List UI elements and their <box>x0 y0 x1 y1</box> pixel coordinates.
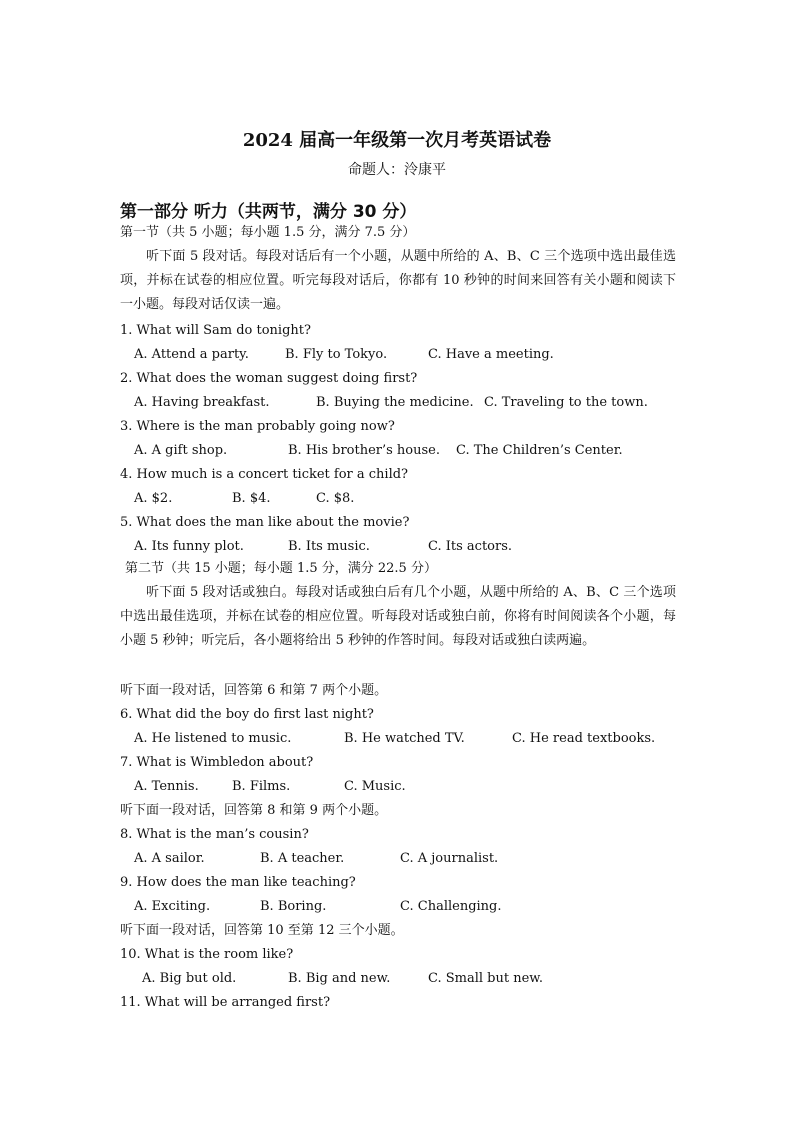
q3-option-a: A. A gift shop. <box>134 443 228 458</box>
q8-option-a: A. A sailor. <box>134 851 205 866</box>
question-1: 1. What will Sam do tonight? <box>120 323 311 338</box>
question-4: 4. How much is a concert ticket for a child? <box>120 467 409 482</box>
q5-option-c: C. Its actors. <box>428 539 513 554</box>
q5-option-a: A. Its funny plot. <box>134 539 244 554</box>
q8-option-c: C. A journalist. <box>400 851 499 866</box>
q3-option-b: B. His brother’s house. <box>288 443 440 458</box>
q6-option-a: A. He listened to music. <box>134 731 292 746</box>
dialog-note-8-9: 听下面一段对话，回答第 8 和第 9 两个小题。 <box>120 803 388 818</box>
question-6: 6. What did the boy do first last night? <box>120 707 374 722</box>
exam-author: 命题人：泠康平 <box>348 162 446 178</box>
q9-option-b: B. Boring. <box>260 899 327 914</box>
q4-option-c: C. $8. <box>316 491 355 506</box>
q6-option-b: B. He watched TV. <box>344 731 465 746</box>
q4-option-a: A. $2. <box>134 491 173 506</box>
q2-option-b: B. Buying the medicine. <box>316 395 474 410</box>
dialog-note-6-7: 听下面一段对话，回答第 6 和第 7 两个小题。 <box>120 683 388 698</box>
q7-option-c: C. Music. <box>344 779 406 794</box>
section2-instructions: 听下面 5 段对话或独白。每段对话或独白后有几个小题，从题中所给的 A、B、C 三个选项中选出最佳选项，并标在试卷的相应位置。听每段对话或独白前，你将有时间阅读各个小题，每小题 5 秒钟；听完后，各小题将给出 5 秒钟的作答时间。每段对话或独白读两遍。 <box>120 585 676 648</box>
exam-title: 2024 届高一年级第一次月考英语试卷 <box>242 130 552 151</box>
section2-heading: 第二节（共 15 小题；每小题 1.5 分，满分 22.5 分） <box>125 561 437 576</box>
q3-option-c: C. The Children’s Center. <box>456 443 623 458</box>
question-11: 11. What will be arranged first? <box>120 995 331 1010</box>
q1-option-b: B. Fly to Tokyo. <box>285 347 388 362</box>
section1-instructions: 听下面 5 段对话。每段对话后有一个小题，从题中所给的 A、B、C 三个选项中选出最佳选项，并标在试卷的相应位置。听完每段对话后，你都有 10 秒钟的时间来回答有关小题和阅读下一小题。每段对话仅读一遍。 <box>120 249 676 312</box>
q10-option-c: C. Small but new. <box>428 971 544 986</box>
q9-option-c: C. Challenging. <box>400 899 502 914</box>
question-8: 8. What is the man’s cousin? <box>120 827 309 842</box>
question-7: 7. What is Wimbledon about? <box>120 755 314 770</box>
question-3: 3. Where is the man probably going now? <box>120 419 395 434</box>
q4-option-b: B. $4. <box>232 491 271 506</box>
q5-option-b: B. Its music. <box>288 539 370 554</box>
q8-option-b: B. A teacher. <box>260 851 345 866</box>
q1-option-a: A. Attend a party. <box>134 347 249 362</box>
q10-option-b: B. Big and new. <box>288 971 391 986</box>
question-10: 10. What is the room like? <box>120 947 294 962</box>
q2-option-c: C. Traveling to the town. <box>484 395 648 410</box>
question-2: 2. What does the woman suggest doing first? <box>120 371 418 386</box>
q9-option-a: A. Exciting. <box>134 899 211 914</box>
question-9: 9. How does the man like teaching? <box>120 875 356 890</box>
q1-option-c: C. Have a meeting. <box>428 347 554 362</box>
dialog-note-10-12: 听下面一段对话，回答第 10 至第 12 三个小题。 <box>120 923 404 938</box>
q10-option-a: A. Big but old. <box>142 971 237 986</box>
section1-heading: 第一节（共 5 小题；每小题 1.5 分，满分 7.5 分） <box>120 225 416 240</box>
part-title: 第一部分 听力（共两节，满分 30 分） <box>120 202 417 222</box>
q7-option-b: B. Films. <box>232 779 291 794</box>
q2-option-a: A. Having breakfast. <box>134 395 270 410</box>
q6-option-c: C. He read textbooks. <box>512 731 656 746</box>
q7-option-a: A. Tennis. <box>134 779 199 794</box>
question-5: 5. What does the man like about the movie? <box>120 515 410 530</box>
